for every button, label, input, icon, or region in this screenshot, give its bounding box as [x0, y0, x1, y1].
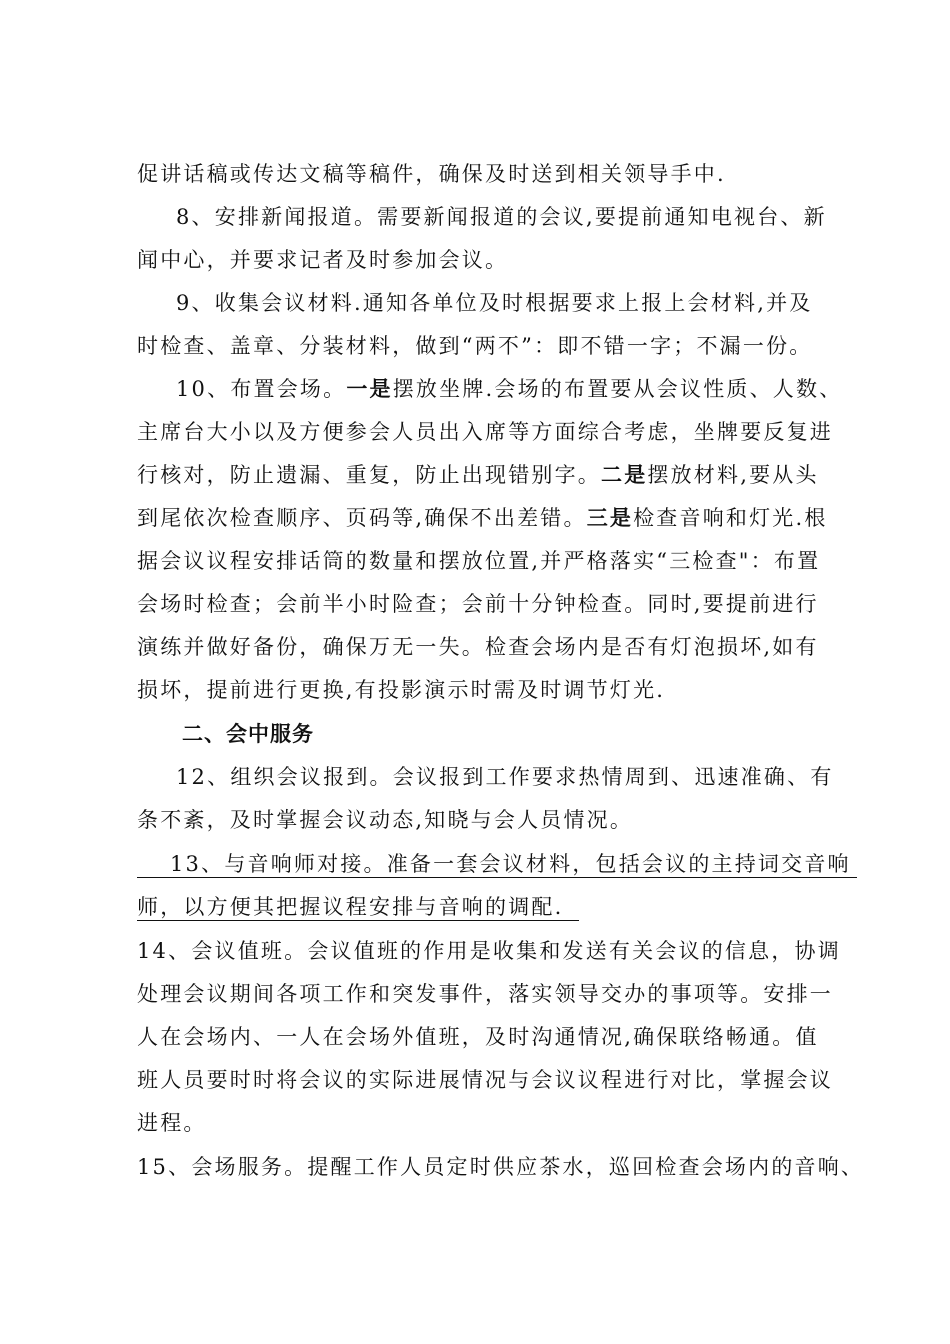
underline — [137, 920, 579, 921]
text-line — [137, 460, 877, 490]
section-heading: 二、会中服务 — [182, 722, 314, 746]
text-run: 摆放坐牌.会场的布置要从会议性质、人数、 — [392, 377, 843, 401]
text-line: 9、收集会议材料.通知各单位及时根据要求上报上会材料,并及 — [176, 291, 813, 315]
emphasis-second: 二是 — [601, 463, 648, 487]
text-line: 14、会议值班。会议值班的作用是收集和发送有关会议的信息，协调 — [137, 939, 841, 963]
text-line: 条不紊，及时掌握会议动态,知晓与会人员情况。 — [137, 808, 634, 832]
text-run: 摆放材料,要从头 — [647, 463, 819, 487]
text-line: 损坏，提前进行更换,有投影演示时需及时调节灯光. — [137, 678, 666, 702]
text-line: 时检查、盖章、分装材料，做到“两不”：即不错一字；不漏一份。 — [137, 334, 813, 358]
text-line-underlined: 13、与音响师对接。准备一套会议材料，包括会议的主持词交音响 — [170, 852, 851, 876]
text-line — [137, 503, 877, 533]
text-line-underlined: 师，以方便其把握议程安排与音响的调配. — [137, 895, 564, 919]
emphasis-first: 一是 — [346, 377, 393, 401]
emphasis-third: 三是 — [586, 506, 634, 530]
text-line: 12、组织会议报到。会议报到工作要求热情周到、迅速准确、有 — [176, 765, 834, 789]
text-line — [176, 374, 916, 404]
text-run: 到尾依次检查顺序、页码等,确保不出差错。 — [137, 506, 587, 530]
text-line: 促讲话稿或传达文稿等稿件，确保及时送到相关领导手中. — [137, 162, 726, 186]
item-title: 10、布置会场。 — [176, 377, 347, 401]
text-run: 行核对，防止遗漏、重复，防止出现错别字。 — [137, 463, 601, 487]
text-line: 主席台大小以及方便参会人员出入席等方面综合考虑，坐牌要反复进 — [137, 420, 833, 444]
text-line: 进程。 — [137, 1111, 207, 1135]
text-line: 8、安排新闻报道。需要新闻报道的会议,要提前通知电视台、新 — [176, 205, 827, 229]
text-line: 会场时检查；会前半小时险查；会前十分钟检查。同时,要提前进行 — [137, 592, 819, 616]
text-run: 检查音响和灯光.根 — [633, 506, 828, 530]
underline — [137, 877, 857, 878]
text-line: 演练并做好备份，确保万无一失。检查会场内是否有灯泡损坏,如有 — [137, 635, 819, 659]
text-line: 人在会场内、一人在会场外值班，及时沟通情况,确保联络畅通。值 — [137, 1025, 819, 1049]
text-line: 据会议议程安排话筒的数量和摆放位置,并严格落实“三检查"：布置 — [137, 549, 821, 573]
text-line: 闻中心，并要求记者及时参加会议。 — [137, 248, 509, 272]
text-line: 班人员要时时将会议的实际进展情况与会议议程进行对比，掌握会议 — [137, 1068, 833, 1092]
text-line: 15、会场服务。提醒工作人员定时供应茶水，巡回检查会场内的音响、 — [137, 1155, 865, 1179]
text-line: 处理会议期间各项工作和突发事件，落实领导交办的事项等。安排一 — [137, 982, 833, 1006]
